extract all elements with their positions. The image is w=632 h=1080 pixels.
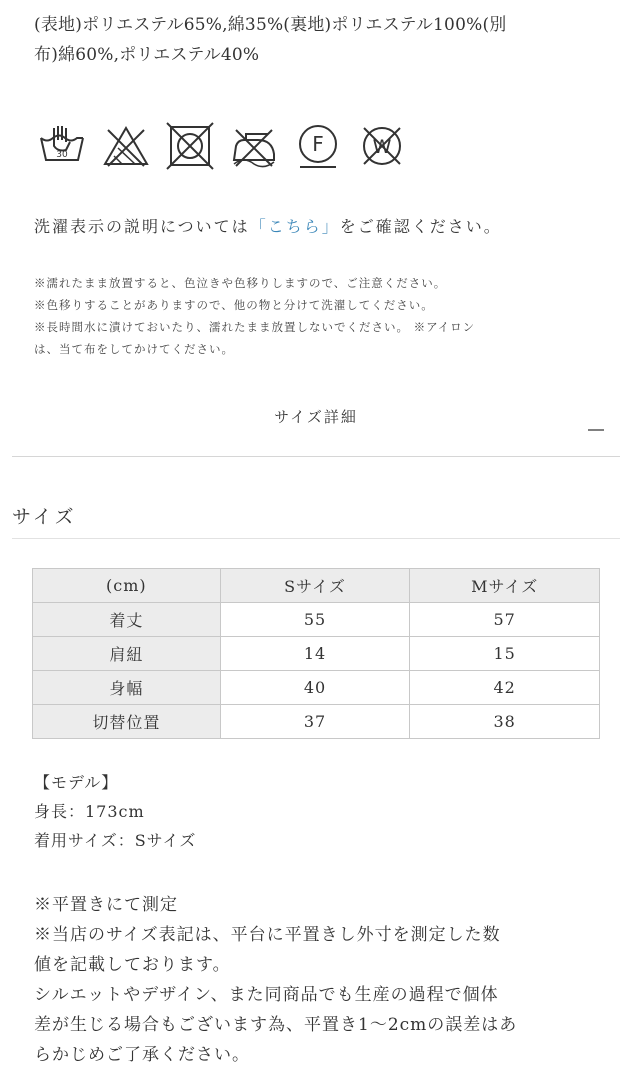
care-guide-link[interactable]: 「こちら」 [249,217,340,236]
cell-size-s: 37 [220,705,410,739]
dry-clean-f-icon [292,120,344,172]
table-row [33,705,600,739]
care-note-text: 洗濯表示の説明については [34,217,250,236]
divider [12,456,620,457]
no-tumble-dry-icon [164,120,216,172]
low-iron-with-cloth-icon [228,120,280,172]
note-line: らかじめご了承ください。 [34,1045,250,1065]
size-detail-title: サイズ詳細 [274,408,358,426]
collapse-minus-icon[interactable] [588,424,604,436]
no-bleach-icon [100,120,152,172]
model-size: 着用サイズ：Sサイズ [34,831,197,850]
table-header-row [33,569,600,603]
material-line-1: (表地)ポリエステル65%,綿35%(裏地)ポリエステル100%(別 [34,15,507,35]
header-size-s: Sサイズ [220,569,410,603]
model-info [34,768,196,855]
no-wet-clean-icon [356,120,408,172]
care-cautions [34,272,614,360]
header-size-m: Mサイズ [410,569,600,603]
table-row [33,637,600,671]
note-line: 値を記載しております。 [34,955,231,975]
model-height: 身長：173cm [34,802,145,821]
table-row [33,671,600,705]
cell-size-s: 14 [220,637,410,671]
measurement-notes [34,890,594,1070]
svg-text:30: 30 [56,150,68,160]
material-composition [34,10,614,70]
cell-size-s: 40 [220,671,410,705]
row-label: 切替位置 [33,705,221,739]
cell-size-m: 15 [410,637,600,671]
size-table [32,568,600,739]
svg-text:W: W [372,136,392,158]
table-row [33,603,600,637]
cell-size-m: 42 [410,671,600,705]
note-line: シルエットやデザイン、また同商品でも生産の過程で個体 [34,985,499,1005]
divider [12,538,620,539]
care-note [34,214,502,237]
row-label: 着丈 [33,603,221,637]
caution-line: ※長時間水に漬けておいたり、濡れたまま放置しないでください。 ※アイロン [34,320,476,334]
row-label: 肩紐 [33,637,221,671]
cell-size-s: 55 [220,603,410,637]
caution-line: は、当て布をしてかけてください。 [34,342,234,356]
material-line-2: 布)綿60%,ポリエステル40% [34,45,260,65]
cell-size-m: 57 [410,603,600,637]
care-note-text-end: をご確認ください。 [339,217,502,236]
note-line: ※当店のサイズ表記は、平台に平置きし外寸を測定した数 [34,925,501,945]
row-label: 身幅 [33,671,221,705]
care-symbols [36,120,408,172]
size-heading: サイズ [12,506,77,528]
cell-size-m: 38 [410,705,600,739]
size-detail-accordion[interactable] [0,398,632,458]
model-title: 【モデル】 [34,773,119,792]
svg-text:F: F [312,132,324,156]
caution-line: ※色移りすることがありますので、他の物と分けて洗濯してください。 [34,298,434,312]
note-line: 差が生じる場合もございます為、平置き1〜2cmの誤差はあ [34,1015,518,1035]
caution-line: ※濡れたまま放置すると、色泣きや色移りしますので、ご注意ください。 [34,276,447,290]
header-unit: (cm) [33,569,221,603]
note-line: ※平置きにて測定 [34,895,178,915]
hand-wash-icon [36,120,88,172]
